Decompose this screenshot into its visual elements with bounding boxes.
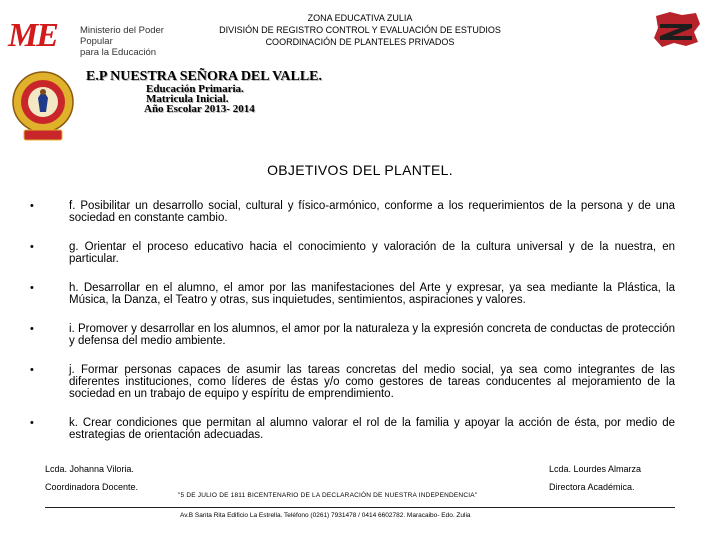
footer-address: Av.B Santa Rita Edificio La Estrella. Teléfono (0261) 7931478 / 0414 6602782. Maracaibo- Edo. Zulia [180,512,471,519]
objective-item [30,200,675,224]
header-line-division: DIVISIÓN DE REGISTRO CONTROL Y EVALUACIÓN DE ESTUDIOS [219,25,501,35]
ministry-name-line1: Ministerio del Poder Popular [80,25,164,47]
objectives-list [30,200,675,458]
school-level: Educación Primaria. [146,83,244,95]
objective-item [30,282,675,306]
school-year: Año Escolar 2013- 2014 [144,103,255,115]
coordinator-name: Lcda. Johanna Viloria. [45,464,134,474]
bullet-icon: • [30,241,34,253]
ministry-name [80,25,198,58]
director-role: Directora Académica. [549,482,635,492]
header-line-zone: ZONA EDUCATIVA ZULIA [307,13,413,23]
objective-text: f. Posibilitar un desarrollo social, cultural y físico-armónico, conforme a los requerimientos de la persona y de una sociedad en constante cambio. [69,200,675,224]
school-name: E.P NUESTRA SEÑORA DEL VALLE. [86,69,323,84]
bullet-icon: • [30,364,34,376]
header-line-coordination: COORDINACIÓN DE PLANTELES PRIVADOS [265,37,455,47]
bullet-icon: • [30,417,34,429]
bullet-icon: • [30,200,34,212]
objective-text: k. Crear condiciones que permitan al alumno valorar el rol de la familia y apoyar la acción de ésta, por medio de estrategias de orientación adecuadas. [69,417,675,441]
page-title: OBJETIVOS DEL PLANTEL. [267,162,453,178]
objective-text: j. Formar personas capaces de asumir las tareas concretas del medio social, ya sea como integrantes de las diferentes instituciones, como líderes de éstas y/o como gestores de tareas conducentes al mejoramiento de la sociedad en un trabajo de equipo y espíritu de emprendimiento. [69,364,675,400]
objective-item [30,364,675,400]
bicentenario-motto: "5 DE JULIO DE 1811 BICENTENARIO DE LA DECLARACIÓN DE NUESTRA INDEPENDENCIA" [178,492,478,499]
bullet-icon: • [30,282,34,294]
school-crest-icon [10,68,76,148]
objective-item [30,417,675,441]
ministry-name-line2: para la Educación [80,47,157,58]
objective-item [30,323,675,347]
coordinator-role: Coordinadora Docente. [45,482,139,492]
ministry-logo [8,17,198,58]
school-enrollment: Matricula Inicial. [146,93,229,105]
objective-text: h. Desarrollar en el alumno, el amor por las manifestaciones del Arte y expresar, ya sea mediante la Plástica, la Música, la Danza, el Teatro y otras, sus inquietudes, sentimientos, aspiraciones y valores. [69,282,675,306]
header-titles [200,12,520,48]
director-name: Lcda. Lourdes Almarza [549,464,642,474]
footer-divider [45,507,675,508]
zona-educativa-emblem-icon [648,10,704,50]
bullet-icon: • [30,323,34,335]
objective-text: i. Promover y desarrollar en los alumnos, el amor por la naturaleza y la expresión concreta de conductas de protección y defensa del medio ambiente. [69,323,675,347]
school-heading [86,70,386,114]
objective-item [30,241,675,265]
objective-text: g. Orientar el proceso educativo hacia el conocimiento y valoración de la cultura universal y de la nuestra, en particular. [69,241,675,265]
ministry-logo-mark: ME [8,17,57,54]
